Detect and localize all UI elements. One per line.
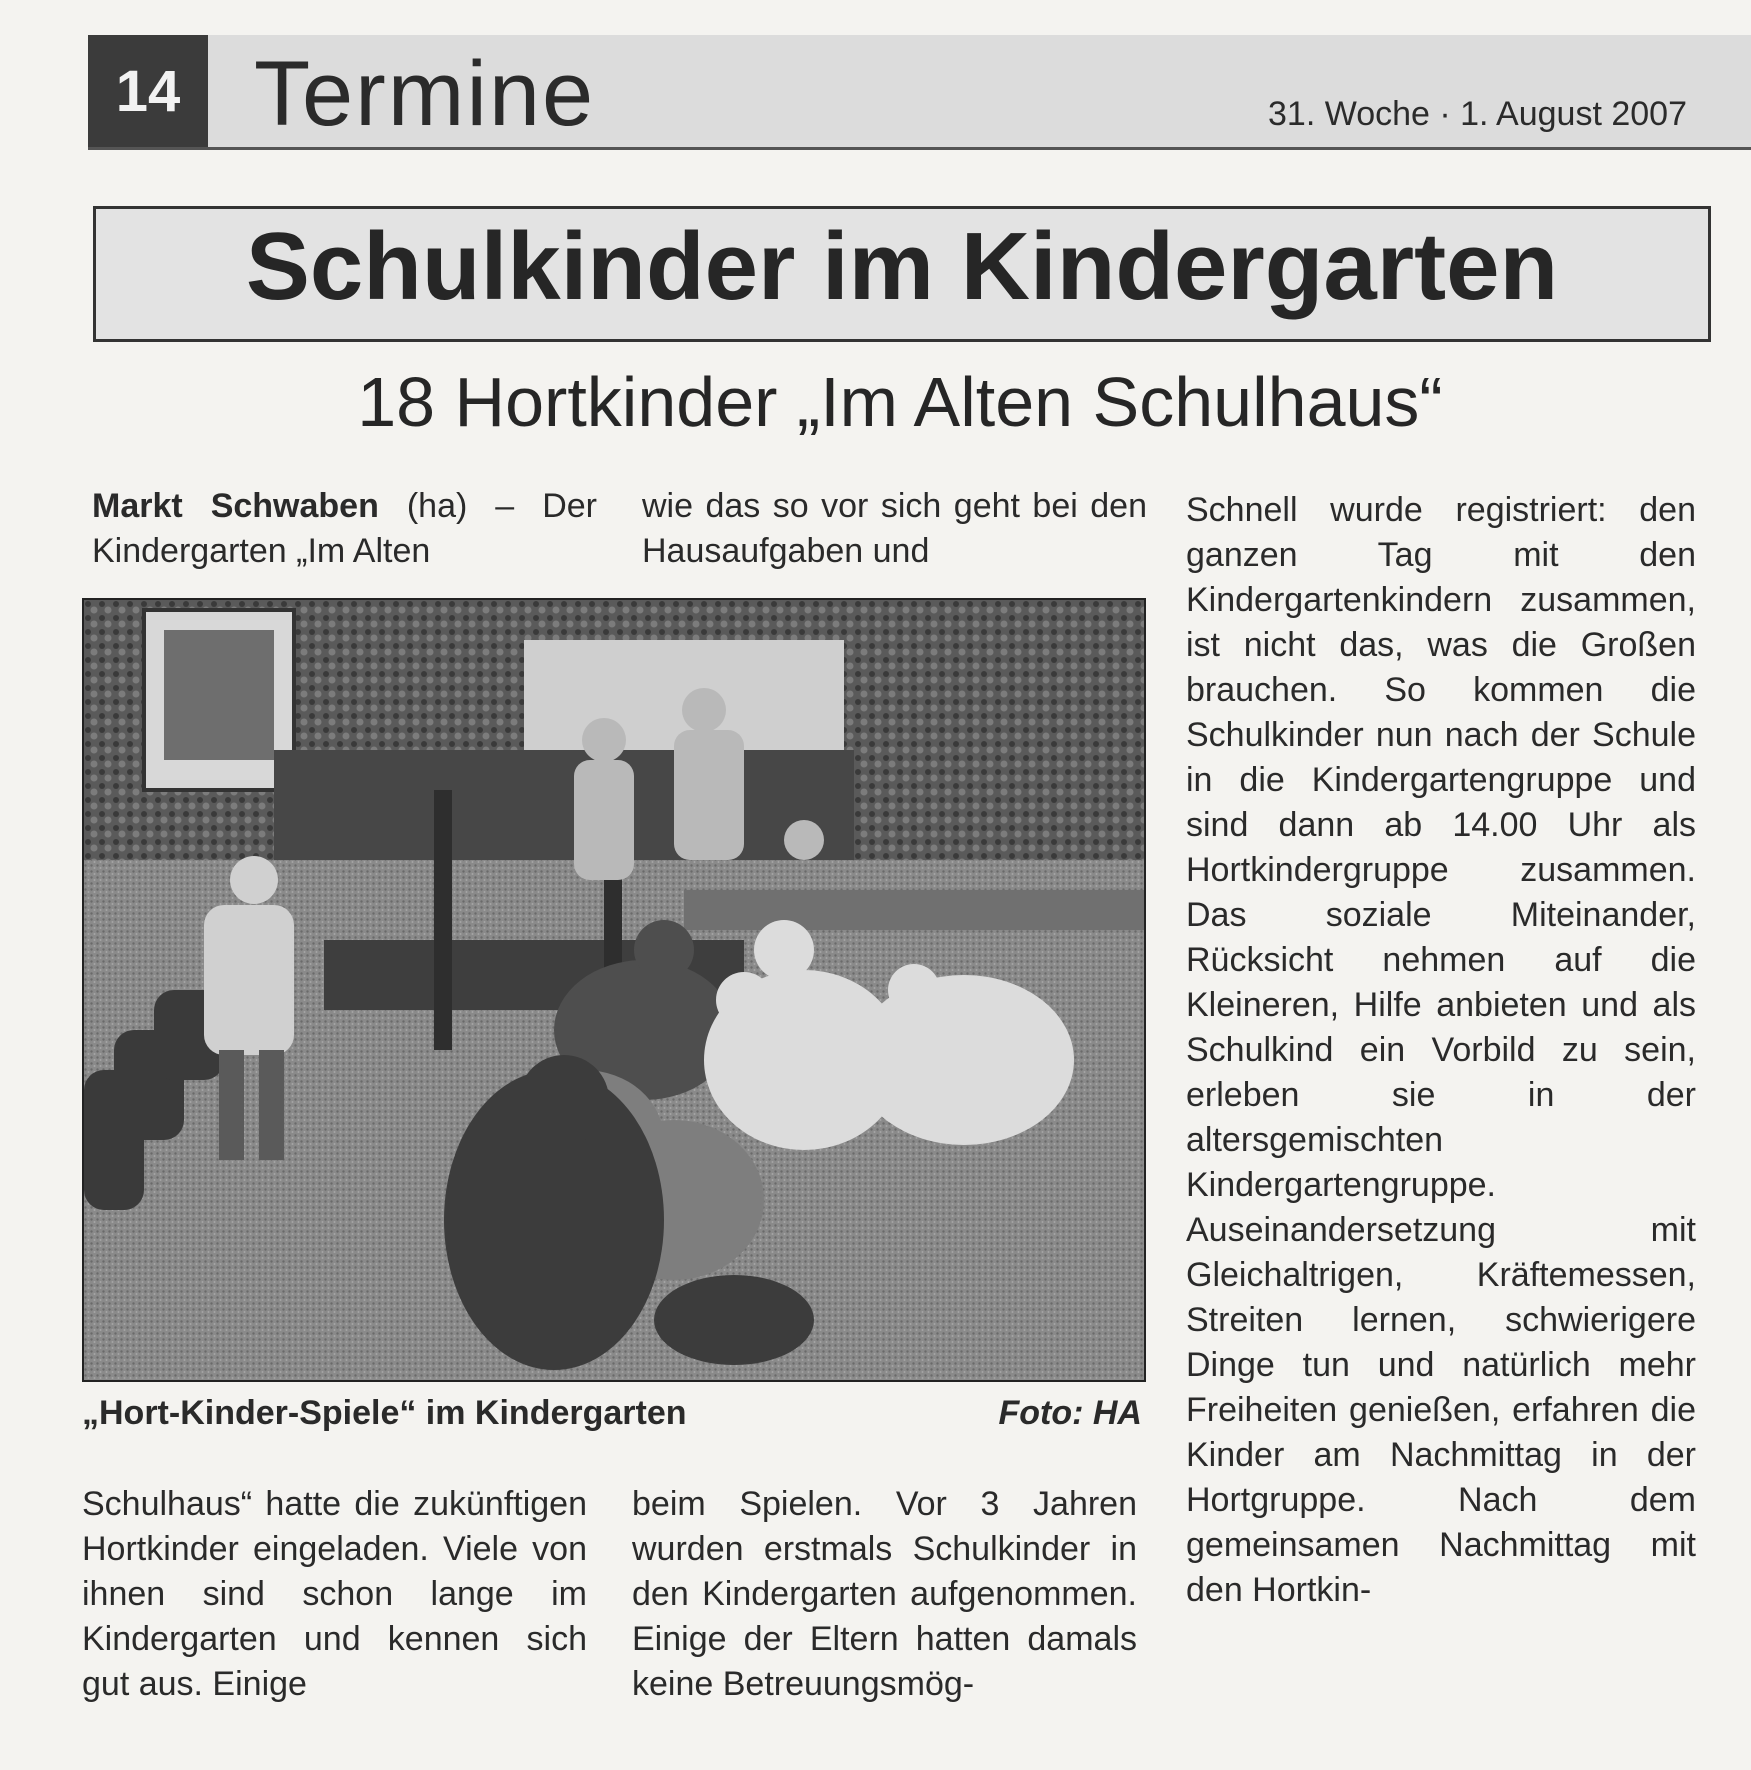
issue-date: 31. Woche · 1. August 2007 (1268, 95, 1687, 133)
article-column-2-bottom: beim Spielen. Vor 3 Jahren wurden erstmals Schulkinder in den Kindergarten aufgenommen. Einige der Eltern hatten damals keine Betreuungsmög- (632, 1485, 1137, 1703)
subheadline: 18 Hortkinder „Im Alten Schulhaus“ (357, 363, 1443, 441)
article-photo (82, 598, 1146, 1382)
page-number: 14 (88, 35, 208, 147)
article-column-1-top (92, 484, 597, 580)
column-1-top-text: (ha) – Der Kindergarten „Im Alten (92, 487, 597, 570)
article-column-1-bottom: Schulhaus“ hatte die zukünftigen Hortkinder eingeladen. Viele von ihnen sind schon lange im Kindergarten und kennen sich gut aus. Einige (82, 1485, 587, 1703)
caption-text: „Hort-Kinder-Spiele“ im Kindergarten (82, 1394, 687, 1432)
photo-credit: Foto: HA (998, 1394, 1142, 1432)
article-column-2-top: wie das so vor sich geht bei den Hausaufgaben und (642, 487, 1147, 570)
article-column-3: Schnell wurde registriert: den ganzen Tag mit den Kindergartenkindern zusammen, ist nicht das, was die Großen brauchen. So kommen die Schulkinder nun nach der Schule in die Kindergartengruppe und sind dann ab 14.00 Uhr als Hortkindergruppe zusammen. Das soziale Miteinander, Rücksicht nehmen auf die Kleineren, Hilfe anbieten und als Schulkind ein Vorbild zu sein, erleben sie in der altersgemischten Kindergartengruppe. Auseinandersetzung mit Gleichaltrigen, Kräftemessen, Streiten lernen, schwierigere Dinge tun und natürlich mehr Freiheiten genießen, erfahren die Kinder am Nachmittag in der Hortgruppe. Nach dem gemeinsamen Nachmittag mit den Hortkin- (1186, 491, 1696, 1609)
adjacent-page-edge (1739, 1000, 1751, 1330)
headline: Schulkinder im Kindergarten (245, 213, 1559, 320)
dateline: Markt Schwaben (92, 487, 379, 525)
photo-image (84, 600, 1144, 1380)
section-title: Termine (254, 43, 596, 145)
photo-caption (82, 1394, 1142, 1440)
